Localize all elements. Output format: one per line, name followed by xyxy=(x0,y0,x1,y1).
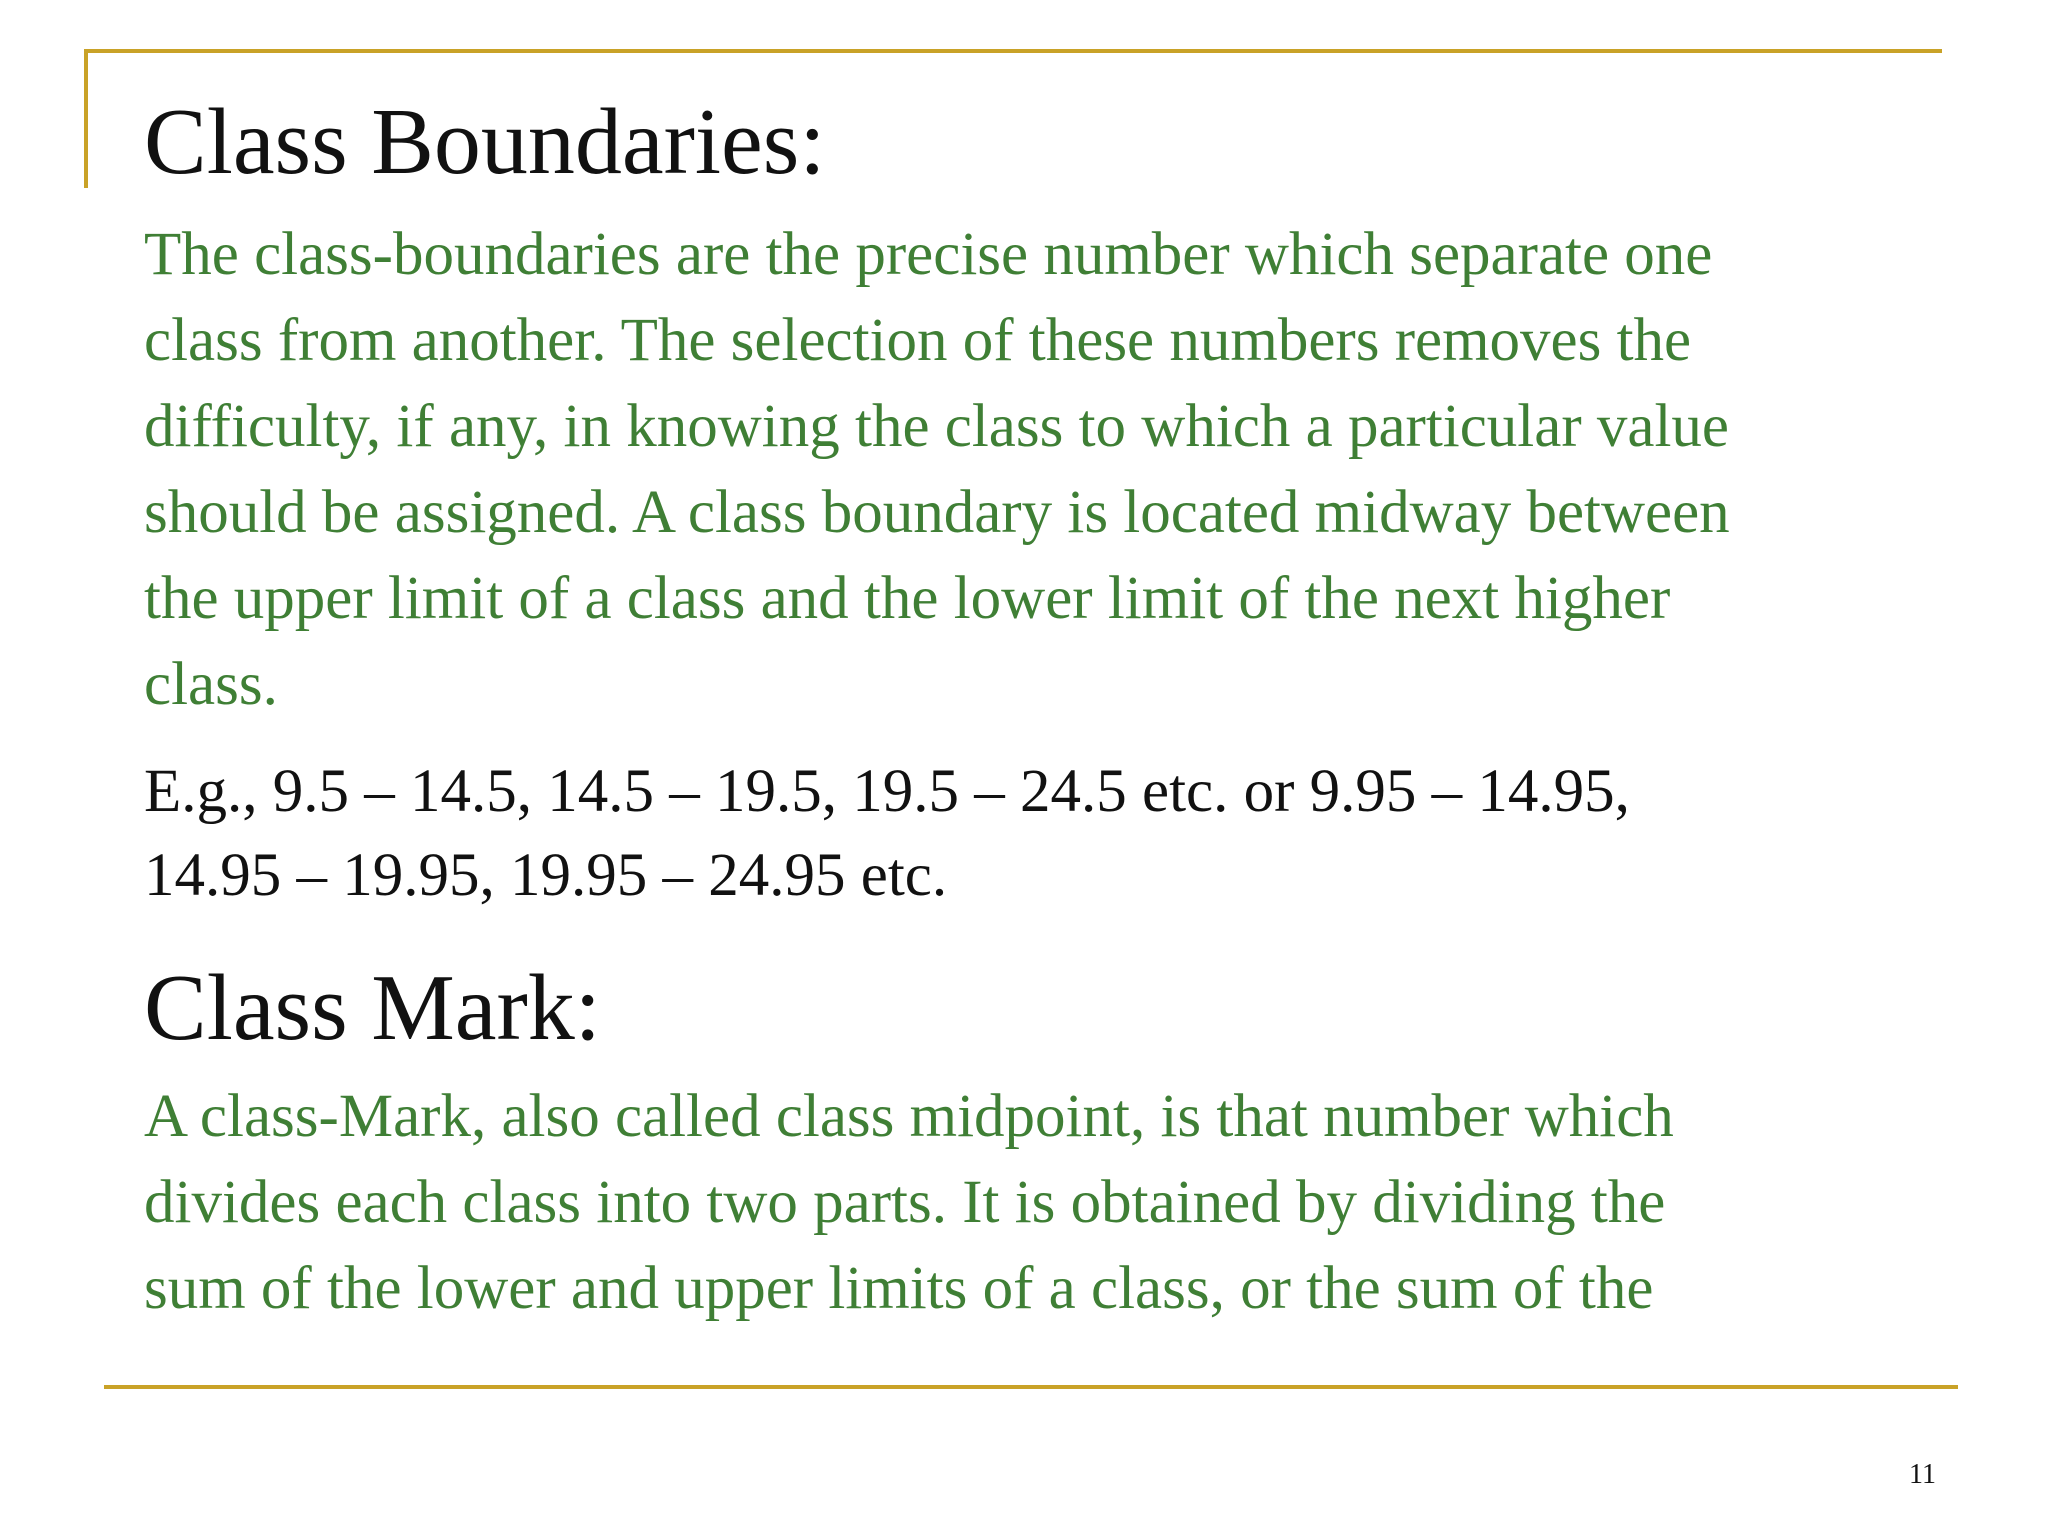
text-line: difficulty, if any, in knowing the class to which a particular value xyxy=(144,393,1729,460)
text-line: class. xyxy=(144,651,278,718)
text-line: E.g., 9.5 – 14.5, 14.5 – 19.5, 19.5 – 24.5 etc. or 9.95 – 14.95, xyxy=(144,758,1630,825)
text-line: should be assigned. A class boundary is located midway between xyxy=(144,479,1730,546)
class-boundaries-example xyxy=(144,750,1944,918)
top-accent-rule xyxy=(84,49,1942,53)
text-line: divides each class into two parts. It is obtained by dividing the xyxy=(144,1169,1666,1236)
text-line: A class-Mark, also called class midpoint, is that number which xyxy=(144,1083,1674,1150)
left-accent-rule xyxy=(84,49,88,188)
class-boundaries-definition xyxy=(144,212,1944,728)
text-line: 14.95 – 19.95, 19.95 – 24.95 etc. xyxy=(144,842,948,909)
text-line: the upper limit of a class and the lower limit of the next higher xyxy=(144,565,1671,632)
page-number: 11 xyxy=(1909,1459,1936,1490)
slide-content xyxy=(144,86,1944,1332)
class-mark-heading: Class Mark: xyxy=(144,956,601,1060)
class-mark-definition xyxy=(144,1074,1944,1332)
text-line: sum of the lower and upper limits of a class, or the sum of the xyxy=(144,1255,1654,1322)
text-line: class from another. The selection of these numbers removes the xyxy=(144,307,1692,374)
text-line: The class-boundaries are the precise number which separate one xyxy=(144,221,1713,288)
class-boundaries-heading: Class Boundaries: xyxy=(144,90,826,194)
bottom-accent-rule xyxy=(104,1385,1958,1389)
